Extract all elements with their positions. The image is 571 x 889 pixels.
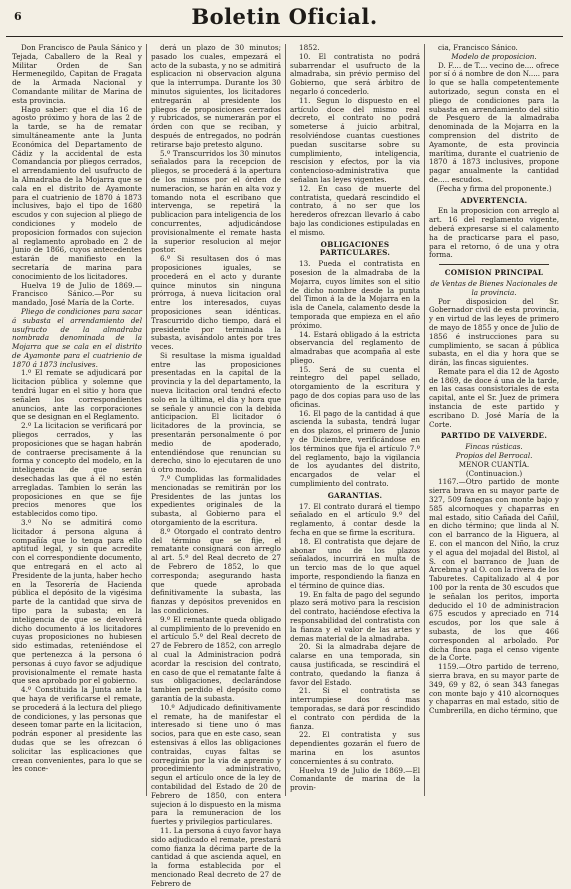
section-heading: COMISION PRINCIPAL [444,268,544,278]
paragraph: 12. En caso de muerte del contratista, quedará rescindido el contrato, á no ser que los herederos ofrezcan llevarlo á cabo bajo las condiciones estipuladas en el mismo. [290,183,420,237]
paragraph: 9.º El rematante queda obligado al cumplimiento de lo prevenido en el artículo 5.º del Real decreto de 27 de Febrero de 1852, con arreglo al cual la Administracion podrá acordar la rescision del contrato, en caso de que el rematante falte á sus obligaciones, declarándose tambien perdido el depósito como garantía de la subasta. [151,614,281,703]
paragraph: 1852. [299,43,320,52]
column-1 [8,44,147,796]
divider [439,264,549,265]
paragraph: (Fecha y firma del proponente.) [436,183,552,193]
paragraph: 15. Será de su cuenta el reintegro del papel sellado, otorgamiento de la escritura y pago de dos copias para uso de las oficinas. [290,364,420,409]
paragraph: Pliego de condiciones para sacar á subasta el arrendamiento del usufructo de la almadraba nombrada denominada de la Mojarra que se cala en el distrito de Ayamonte para el cuatrienio de 1870 á 1873 inclusives. [12,306,142,369]
page-title: Boletin Oficial. [191,4,378,29]
paragraph: 16. El pago de la cantidad á que ascienda la subasta, tendrá lugar en dos plazos, el primero de Junio y de Diciembre, verificándose en los términos que fija el artículo 7.º del reglamento, bajo la vigilancia de los ayudantes del distrito, encargados de velar el cumplimiento del contrato. [290,408,420,489]
paragraph: 6.º Si resultasen dos ó mas proposiciones iguales, se procederá en el acto y durante quince minutos sin ninguna prórroga, á nueva licitacion oral entre los interesados, cuyas proposiciones sean idénticas. Trascurrido dicho tiempo, dará el presidente por terminada la subasta, avisándolo antes por tres veces. [151,254,281,352]
paragraph: cia, Francisco Sánico. [438,43,518,52]
paragraph: 18. El contratista que dejare de abonar uno de los plazos señalados, incurrirá en multa de un tercio mas de lo que aquel importe, respondiendo la fianza en el término de quince dias. [290,536,420,590]
paragraph: Don Francisco de Paula Sánico y Tejada, Caballero de la Real y Militar Orden de San Hermenegildo, Capitan de Fragata de la Armada Nacional y Comandante militar de Marina de esta provincia. [12,43,142,105]
paragraph: Si resultase la misma igualdad entre las proposiciones presentadas en la capital de la provincia y la del departamento, la nueva licitacion oral tendrá efecto solo en la última, el dia y hora que se señale y anuncie con la debida anticipacion. El licitador ó licitadores de la provincia, se presentarán personalmente ó por medio de apoderado, entendiéndose que renuncian su derecho, sino lo ejecutaren de uno ú otro modo. [151,350,281,475]
paragraph: 1167.—Otro partido de monte sierra brava en su mayor parte de 327, 509 fanegas con monte bajo y 585 alcornoques y chaparras en mal estado, sitio Cañada del Cañil, en dicho término; que linda al N. con el barranco de la Higuera, al E. con el mancon del Niño, la cruz y el agua del mojadal del Bistol, al S. con el barranco de Juan de Arcebma y al O. con la rivera de los Taburetes. Capitalizado al 4 por 100 por la renta de 30 escudos que le señalan los peritos, importa deducido el 10 de administracion 675 escudos y apreciado en 714 escudos, por los que sale á subasta, de los que 466 corresponden al arbolado. Por dicha finca paga el censo vigente de la Corte. [429,477,559,663]
page-number: 6 [14,10,22,23]
paragraph: Fincas rústicas. [465,442,523,452]
paragraph: 20. Si la almadraba dejare de calarse en una temporada, sin causa justificada, se rescindirá el contrato, quedando la fianza á favor del Estado. [290,642,420,687]
paragraph: (Continuacion.) [465,468,523,478]
paragraph: 5.º Transcurridos los 30 minutos señalados para la recepcion de pliegos, se procederá á la apertura de los mismos por el órden de numeracion, se harán en alta voz y tomando nota el escribano que intervenga, se repetirá la publicacion para inteligencia de los concurrentes, adjudicándose provisionalmente el remate hasta la superior resolucion al mejor postor. [151,148,281,255]
paragraph: de Ventas de Bienes Nacionales de la provincia. [430,278,558,297]
paragraph: 8.º Otorgado el contrato dentro del término que se fije, el rematante consignará con arreglo al art. 5.º del Real decreto de 27 de Febrero de 1852, lo que corresponda; asegurando hasta que quede aprobada definitivamente la subasta, las fianzas y depósitos prevenidos en las condiciones. [151,526,281,615]
paragraph: Huelva 19 de Julio de 1869.—El Comandante de marina de la provin- [290,765,420,793]
paragraph: Remate para el dia 12 de Agosto de 1869, de doce á una de la tarde, en las casas consistoriales de esta capital, ante el Sr. Juez de primera instancia de este partido y escribano D. José María de la Corte. [429,366,559,429]
paragraph: 10. El contratista no podrá subarrendar el usufructo de la almadraba, sin prévio permiso del Gobierno, que será árbitro de negarlo ó concederlo. [290,51,420,96]
paragraph: Hago saber: que el dia 16 de agosto próximo y hora de las 2 de la tarde, se ha de rematar simultáneamente ante la Junta Económica del Departamento de Cádiz y la accidental de esta Comandancia por pliegos cerrados, el arrendamiento del usufructo de la Almadraba de la Mojarra que se cala en el distrito de Ayamonte para el cuatrienio de 1870 á 1873 inclusives, bajo el tipo de 1680 escudos y con sujecion al pliego de condiciones y modelo de proposicion formados con sujecion al reglamento aprobado en 2 de Junio de 1866, cuyos antecedentes estarán de manifiesto en la secretaría de marina para conocimiento de los licitadores. [12,104,142,281]
column-4 [425,44,563,796]
paragraph: 22. El contratista y sus dependientes gozarán el fuero de marina en los asuntos concernientes á su contrato. [290,730,420,766]
paragraph: MENOR CUANTÍA. [458,459,530,469]
section-heading: ADVERTENCIA. [460,195,528,205]
paragraph: 21. Si el contratista se interrumpiese dos ó mas temporadas, se dará por rescindido el contrato con pérdida de la fianza. [290,686,420,731]
paragraph: 11. Segun lo dispuesto en el artículo doce del mismo real decreto, el contrato no podrá someterse á juicio arbitral, resolviéndose cuantas cuestiones puedan suscitarse sobre su cumplimiento, inteligencia, rescision y efectos, por la via contencioso-administrativa que señalan las leyes vigentes. [290,95,420,184]
article-columns [8,43,563,888]
paragraph: 7.º Cumplidas las formalidades mencionadas se remitirán por los Presidentes de las juntas los expedientes originales de la subasta, al Gobierno para el otorgamiento de la escritura. [151,474,281,528]
paragraph: Huelva 19 de Julio de 1869.— Francisco Sánico.—Por su mandado, José María de la Corte. [12,280,142,308]
paragraph: 3.º No se admitirá como licitador á persona alguna á compañía que lo tenga para ello aptitud legal, y sin que acredite con el correspondiente documento, que entregará en el acto al Presidente de la junta, haber hecho en la Tesorería de Hacienda pública el depósito de la vigésima parte de la cantidad que sirva de tipo para la subasta; en la inteligencia de que se devolverá dicho documento á los licitadores cuyas proposiciones no hubiesen sido estimadas, reteniéndose el que pertenezca á la persona ó personas á cuyo favor se adjudique provisionalmente el remate hasta que sea aprobado por el gobierno. [12,518,143,686]
paragraph: 14. Estará obligado á la estricta observancia del reglamento de almadrabas que acompaña al este pliego. [290,329,420,365]
column-3 [286,44,425,796]
paragraph: 13. Pueda el contratista en posesion de la almadraba de la Mojarra, cuyos límites son el sitio de dicho nombre desde la punta del Timon á la de la Mojarra en la isla de Canela, calamento desde la temporada que empieza en el año próximo. [290,259,420,330]
paragraph: 17. El contrato durará el tiempo señalado en el artículo 9.º del reglamento, á contar desde la fecha en que se firme la escritura. [290,501,420,538]
paragraph: Por disposicion del Sr. Gobernador civil de esta provincia, y en virtud de las leyes de primero de mayo de 1855 y once de Julio de 1856 é instrucciones para su cumplimiento, se sacan á pública subasta, en el dia y hora que se dirán, las fincas siguientes. [429,296,559,368]
paragraph: 11. La persona á cuyo favor haya sido adjudicado el remate, prestará como fianza la décima parte de la cantidad á que ascienda aquel, en la forma establecida por el mencionado Real decreto de 27 de Febrero de [151,825,281,888]
paragraph: 1159.—Otro partido de terreno, sierra brava, en su mayor parte de 349, 69 y 82, ó sean 343 fanegas con monte bajo y 410 alcornoques y chaparras en mal estado, sitio de Cumbrerilla, en dicho término, que [429,662,559,716]
section-heading: GARANTIAS. [327,490,383,500]
paragraph: Modelo de proposicion. [451,51,537,61]
paragraph: 19. En falta de pago del segundo plazo será motivo para la rescision del contrato, haciéndose efectiva la responsabilidad del contratista con la fianza y el valor de las artes y demas material de la almadraba. [290,589,420,643]
paragraph: Propios del Berrocal. [455,451,533,461]
paragraph: derá un plazo de 30 minutos; pasado los cuales, empezará el acto de la subasta, y no se admitirá esplicacion ni observacion alguna que la interrumpa. Durante los 30 minutos siguientes, los licitadores entregarán al presidente los pliegos de proposiciones cerrados y rubricados, se numerarán por el órden con que se reciban, y después de entregados, no podrán retirarse bajo pretesto alguno. [151,43,281,149]
paragraph: 2.º La licitacion se verificará por pliegos cerrados, y las proposiciones que se hagan habrán de contraerse precisamente á la forma y concepto del modelo, en la inteligencia de que serán desechadas las que á él no estén arregladas. Tambien lo serán las proposiciones en que se fije precios menores que los establecidos como tipo. [12,421,142,519]
paragraph: 1.º El remate se adjudicará por licitacion pública y solemne que tendrá lugar en el sitio y hora que señalen los correspondientes anuncios, ante las corporaciones que se designan en el Reglamento. [12,368,142,422]
column-2 [147,43,286,888]
paragraph: En la proposicion con arreglo al art. 16 del reglamento vigente, deberá expresarse si el calamento ha de practicarse para el paso, para el retorno, ó de una y otra forma. [429,206,559,260]
paragraph: 10.º Adjudicado definitivamente el remate, ha de manifestar el interesado si tiene uno ó mas socios, para que en este caso, sean estensivas á ellos las obligaciones contraidas, cuyas faltas se corregirán por la via de apremio y procedimiento administrativo, segun el artículo once de la ley de contabilidad del Estado de 20 de Febrero de 1850, con entera sujecion á lo dispuesto en la misma para la remuneracion de los fuertes y privilegios particulares. [151,702,281,827]
masthead [6,2,563,37]
paragraph: D. F.... de T.... vecino de.... ofrece por sí ó á nombre de don N..... para lo que se halla competentemente autorizado, segun consta en el pliego de condiciones para la subasta en arrendamiento del sitio de Pesquero de la almadraba denominada de la Mojarra en la comprension del distrito de Ayamonte, de esta provincia marítima, durante el cuatrienio de 1870 á 1873 inclusives, propone pagar anualmente la cantidad de..... escudos. [429,60,559,184]
paragraph: 4.º Constituida la Junta ante la que haya de verificarse el remate, se procederá á la lectura del pliego de condiciones, y las personas que deseen tomar parte en la licitacion, podrán esponer al presidente las dudas que se les ofrezcan ó solicitar las esplicaciones que crean convenientes, para lo que se les conce- [12,685,142,774]
section-heading: OBLIGACIONES PARTICULARES. [319,239,391,258]
section-heading: PARTIDO DE VALVERDE. [440,431,548,441]
